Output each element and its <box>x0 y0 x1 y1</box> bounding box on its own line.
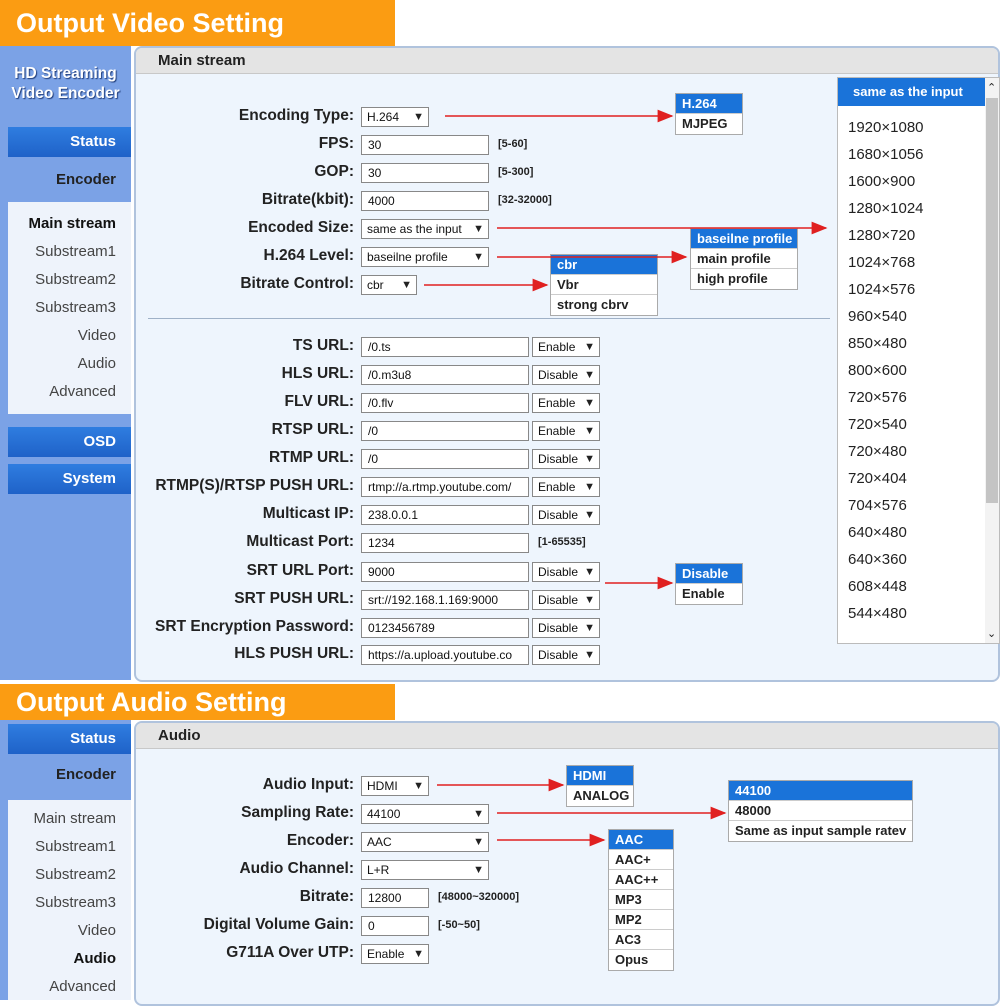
dropdown-option[interactable]: MJPEG <box>682 116 728 131</box>
sidebar-item-audio[interactable]: Audio <box>73 950 116 967</box>
sidebar-item-substream2[interactable]: Substream2 <box>35 866 116 883</box>
audio-input-label: Audio Input: <box>262 776 354 793</box>
scroll-up-icon[interactable]: ⌃ <box>987 82 997 94</box>
hls-url-label: HLS URL: <box>281 365 354 382</box>
sidebar-item-main-stream[interactable]: Main stream <box>33 810 116 827</box>
multicast-port-label: Multicast Port: <box>246 533 354 550</box>
srt-push-url-input[interactable]: srt://192.168.1.169:9000 <box>361 590 529 610</box>
dropdown-option[interactable]: 48000 <box>729 801 912 821</box>
dropdown-option[interactable]: strong cbrv <box>557 297 629 312</box>
dropdown-option[interactable]: Vbr <box>551 275 657 295</box>
fps-label: FPS: <box>318 135 354 152</box>
gop-input[interactable]: 30 <box>361 163 489 183</box>
chevron-down-icon: ▼ <box>584 622 595 634</box>
chevron-down-icon: ▼ <box>473 808 484 820</box>
gop-label: GOP: <box>314 163 354 180</box>
encoder-select[interactable]: AAC ▼ <box>361 832 489 852</box>
size-option[interactable]: 1024×576 <box>848 281 916 298</box>
audio-channel-select[interactable]: L+R ▼ <box>361 860 489 880</box>
srt-url-port-label: SRT URL Port: <box>246 562 354 579</box>
sidebar-encoder-header[interactable]: Encoder <box>55 766 116 783</box>
multicast-port-input[interactable]: 1234 <box>361 533 529 553</box>
video-section-banner: Output Video Setting <box>0 0 395 46</box>
audio-input-select[interactable]: HDMI ▼ <box>361 776 429 796</box>
dropdown-option[interactable]: AAC <box>609 830 673 850</box>
bitrate-control-select[interactable]: cbr ▼ <box>361 275 417 295</box>
sidebar-system-button[interactable]: System <box>8 464 131 494</box>
rtmp-s-rtsp-push-url-input[interactable]: rtmp://a.rtmp.youtube.com/ <box>361 477 529 497</box>
g711a-select[interactable]: Enable ▼ <box>361 944 429 964</box>
chevron-down-icon: ▼ <box>584 481 595 493</box>
size-option[interactable]: 1280×720 <box>848 227 916 244</box>
size-option[interactable]: 640×360 <box>848 551 907 568</box>
chevron-down-icon: ▼ <box>584 594 595 606</box>
ts-url-label: TS URL: <box>292 337 354 354</box>
sidebar-item-video[interactable]: Video <box>77 922 116 939</box>
volume-gain-input[interactable]: 0 <box>361 916 429 936</box>
dropdown-option[interactable]: MP2 <box>609 910 673 930</box>
scroll-down-icon[interactable]: ⌄ <box>987 628 997 640</box>
dropdown-option[interactable]: Opus <box>615 952 649 967</box>
h264-level-label: H.264 Level: <box>263 247 354 264</box>
dropdown-option[interactable]: high profile <box>697 271 768 286</box>
sidebar-item-substream2[interactable]: Substream2 <box>35 271 116 288</box>
sidebar-status-button[interactable]: Status <box>8 127 131 157</box>
dropdown-option[interactable]: Enable <box>682 586 725 601</box>
dropdown-option[interactable]: AC3 <box>609 930 673 950</box>
size-option[interactable]: 1024×768 <box>848 254 916 271</box>
sidebar-item-substream1[interactable]: Substream1 <box>35 838 116 855</box>
dropdown-option[interactable]: MP3 <box>609 890 673 910</box>
size-option[interactable]: 720×480 <box>848 443 907 460</box>
chevron-down-icon: ▼ <box>584 369 595 381</box>
size-option[interactable]: 720×540 <box>848 416 907 433</box>
fps-input[interactable]: 30 <box>361 135 489 155</box>
bitrate-control-label: Bitrate Control: <box>240 275 354 292</box>
panel-title: Audio <box>136 723 998 749</box>
chevron-down-icon: ▼ <box>401 279 412 291</box>
srt-url-port-input[interactable]: 9000 <box>361 562 529 582</box>
size-option-selected[interactable]: same as the input <box>838 78 986 106</box>
sidebar-item-audio[interactable]: Audio <box>77 355 116 372</box>
audio-bitrate-label: Bitrate: <box>299 888 354 905</box>
flv-url-input[interactable]: /0.flv <box>361 393 529 413</box>
hls-push-url-state-select[interactable]: Disable ▼ <box>532 645 600 665</box>
volume-gain-range: [-50~50] <box>438 919 480 931</box>
chevron-down-icon: ▼ <box>584 566 595 578</box>
dropdown-option[interactable]: Disable <box>676 564 742 584</box>
dropdown-option[interactable]: AAC++ <box>609 870 673 890</box>
srt-encryption-password-input[interactable]: 0123456789 <box>361 618 529 638</box>
dropdown-option[interactable]: baseilne profile <box>691 229 797 249</box>
rtsp-url-state-select[interactable]: Enable ▼ <box>532 421 600 441</box>
size-option[interactable]: 544×480 <box>848 605 907 622</box>
chevron-down-icon: ▼ <box>584 649 595 661</box>
dropdown-option[interactable]: main profile <box>691 249 797 269</box>
chevron-down-icon: ▼ <box>584 509 595 521</box>
sidebar-item-advanced[interactable]: Advanced <box>49 978 116 995</box>
encoded-size-label: Encoded Size: <box>248 219 354 236</box>
panel-title: Main stream <box>136 48 998 74</box>
dropdown-option[interactable]: AAC+ <box>609 850 673 870</box>
bitrate-label: Bitrate(kbit): <box>261 191 354 208</box>
srt-push-url-state-select[interactable]: Disable ▼ <box>532 590 600 610</box>
dropdown-option[interactable]: HDMI <box>567 766 633 786</box>
volume-gain-label: Digital Volume Gain: <box>203 916 354 933</box>
size-option[interactable]: 800×600 <box>848 362 907 379</box>
ts-url-input[interactable]: /0.ts <box>361 337 529 357</box>
rtmp-s-rtsp-push-url-label: RTMP(S)/RTSP PUSH URL: <box>155 477 354 494</box>
audio-section-banner: Output Audio Setting <box>0 684 395 720</box>
chevron-down-icon: ▼ <box>584 453 595 465</box>
rtmp-url-input[interactable]: /0 <box>361 449 529 469</box>
sidebar-item-substream3[interactable]: Substream3 <box>35 299 116 316</box>
sidebar-item-video[interactable]: Video <box>77 327 116 344</box>
multicast-port-range: [1-65535] <box>538 536 586 548</box>
audio-channel-label: Audio Channel: <box>239 860 354 877</box>
rtmp-url-state-select[interactable]: Disable ▼ <box>532 449 600 469</box>
ts-url-state-select[interactable]: Enable ▼ <box>532 337 600 357</box>
sidebar-osd-button[interactable]: OSD <box>8 427 131 457</box>
sidebar-item-substream1[interactable]: Substream1 <box>35 243 116 260</box>
sidebar-encoder-header[interactable]: Encoder <box>55 171 116 188</box>
bitrate-range: [32-32000] <box>498 194 552 206</box>
bitrate-input[interactable]: 4000 <box>361 191 489 211</box>
size-option[interactable]: 704×576 <box>848 497 907 514</box>
hls-url-state-select[interactable]: Disable ▼ <box>532 365 600 385</box>
chevron-down-icon: ▼ <box>473 864 484 876</box>
chevron-down-icon: ▼ <box>413 111 424 123</box>
rtsp-url-input[interactable]: /0 <box>361 421 529 441</box>
sampling-rate-select[interactable]: 44100 ▼ <box>361 804 489 824</box>
srt-push-url-label: SRT PUSH URL: <box>234 590 354 607</box>
chevron-down-icon: ▼ <box>584 425 595 437</box>
dropdown-option[interactable]: Same as input sample ratev <box>735 823 907 838</box>
audio-bitrate-input[interactable]: 12800 <box>361 888 429 908</box>
chevron-down-icon: ▼ <box>413 948 424 960</box>
hls-push-url-label: HLS PUSH URL: <box>234 645 354 662</box>
size-option[interactable]: 608×448 <box>848 578 907 595</box>
dropdown-option[interactable]: H.264 <box>676 94 742 114</box>
size-option[interactable]: 1600×900 <box>848 173 916 190</box>
size-option[interactable]: 1920×1080 <box>848 119 924 136</box>
flv-url-label: FLV URL: <box>284 393 354 410</box>
size-option[interactable]: 960×540 <box>848 308 907 325</box>
size-option[interactable]: 1280×1024 <box>848 200 924 217</box>
size-option[interactable]: 1680×1056 <box>848 146 924 163</box>
sidebar-status-button[interactable]: Status <box>8 724 131 754</box>
dropdown-option[interactable]: ANALOG <box>573 788 630 803</box>
chevron-down-icon: ▼ <box>473 223 484 235</box>
rtmp-url-label: RTMP URL: <box>269 449 354 466</box>
encoding-type-select[interactable]: H.264 ▼ <box>361 107 429 127</box>
size-option[interactable]: 640×480 <box>848 524 907 541</box>
encoder-label: Encoder: <box>286 832 354 849</box>
multicast-ip-label: Multicast IP: <box>262 505 354 522</box>
hls-url-input[interactable]: /0.m3u8 <box>361 365 529 385</box>
chevron-down-icon: ▼ <box>473 251 484 263</box>
size-option[interactable]: 850×480 <box>848 335 907 352</box>
audio-bitrate-range: [48000~320000] <box>438 891 520 903</box>
srt-encryption-password-label: SRT Encryption Password: <box>155 618 354 635</box>
size-option[interactable]: 720×576 <box>848 389 907 406</box>
flv-url-state-select[interactable]: Enable ▼ <box>532 393 600 413</box>
encoding-type-label: Encoding Type: <box>238 107 354 124</box>
srt-url-port-state-select[interactable]: Disable ▼ <box>532 562 600 582</box>
rtsp-url-label: RTSP URL: <box>271 421 354 438</box>
gop-range: [5-300] <box>498 166 534 178</box>
sidebar-item-advanced[interactable]: Advanced <box>49 383 116 400</box>
sidebar-item-main-stream[interactable]: Main stream <box>28 215 116 232</box>
sampling-rate-label: Sampling Rate: <box>241 804 354 821</box>
brand-title: HD Streaming Video Encoder <box>11 65 120 102</box>
chevron-down-icon: ▼ <box>584 341 595 353</box>
rtmp-s-rtsp-push-url-state-select[interactable]: Enable ▼ <box>532 477 600 497</box>
chevron-down-icon: ▼ <box>413 780 424 792</box>
g711a-label: G711A Over UTP: <box>226 944 354 961</box>
dropdown-option[interactable]: cbr <box>551 255 657 275</box>
fps-range: [5-60] <box>498 138 528 150</box>
encoded-size-select[interactable]: same as the input ▼ <box>361 219 489 239</box>
multicast-ip-input[interactable]: 238.0.0.1 <box>361 505 529 525</box>
chevron-down-icon: ▼ <box>584 397 595 409</box>
srt-encryption-password-state-select[interactable]: Disable ▼ <box>532 618 600 638</box>
sidebar-item-substream3[interactable]: Substream3 <box>35 894 116 911</box>
chevron-down-icon: ▼ <box>473 836 484 848</box>
dropdown-option[interactable]: 44100 <box>729 781 912 801</box>
h264-level-select[interactable]: baseilne profile ▼ <box>361 247 489 267</box>
multicast-ip-state-select[interactable]: Disable ▼ <box>532 505 600 525</box>
size-option[interactable]: 720×404 <box>848 470 907 487</box>
hls-push-url-input[interactable]: https://a.upload.youtube.co <box>361 645 529 665</box>
